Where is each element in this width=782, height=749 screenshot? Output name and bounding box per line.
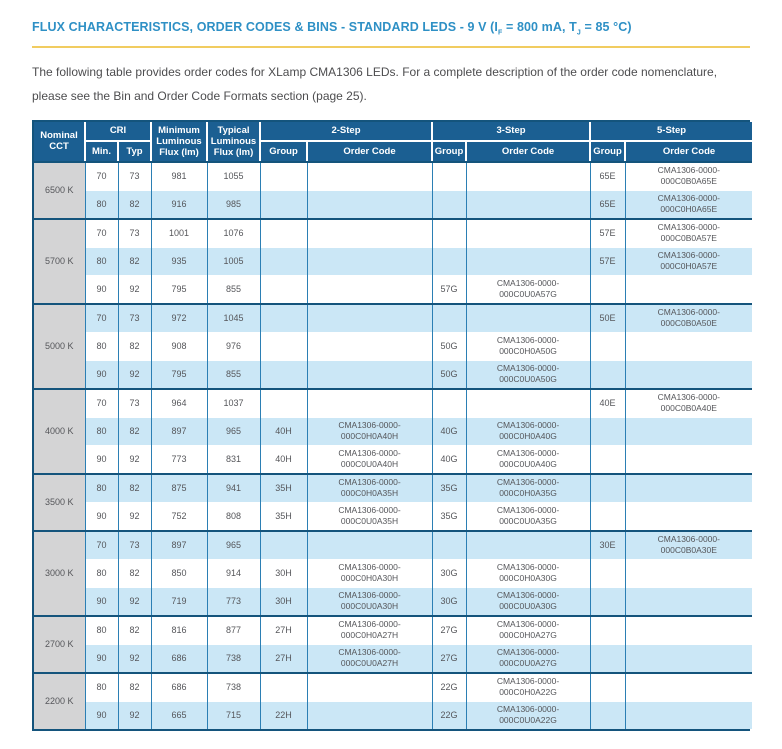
flux-typ-cell: 773 [207,587,260,616]
ordercode-3step-cell: CMA1306-0000- 000C0U0A30G [466,587,590,616]
ordercode-3step-cell: CMA1306-0000- 000C0U0A22G [466,701,590,729]
table-row [34,275,752,304]
col-header-2step: 2-Step [260,122,432,141]
flux-typ-cell: 1045 [207,304,260,333]
cct-cell: 5000 K [34,304,85,389]
group-5step-cell [590,701,625,729]
group-5step-cell [590,275,625,304]
group-3step-cell [432,219,466,248]
flux-min-cell: 916 [151,190,207,219]
cct-cell: 3500 K [34,474,85,531]
table-row [34,587,752,616]
flux-min-cell: 972 [151,304,207,333]
flux-typ-cell: 877 [207,616,260,645]
flux-typ-cell: 941 [207,474,260,503]
ordercode-2step-cell [307,701,432,729]
table-row [34,219,752,248]
ordercode-5step-cell: CMA1306-0000- 000C0H0A65E [625,190,752,219]
group-2step-cell [260,247,307,275]
col-header-nominal-cct: Nominal CCT [34,122,85,162]
ordercode-5step-cell [625,673,752,702]
subscript-j: J [576,29,581,37]
ordercode-2step-cell [307,389,432,418]
ordercode-2step-cell [307,531,432,560]
cct-cell: 2200 K [34,673,85,729]
ordercode-5step-cell [625,559,752,587]
table-row [34,190,752,219]
ordercode-2step-cell [307,304,432,333]
flux-typ-cell: 855 [207,275,260,304]
group-5step-cell: 65E [590,162,625,191]
group-2step-cell [260,360,307,389]
cri-typ-cell: 92 [118,275,151,304]
ordercode-3step-cell: CMA1306-0000- 000C0H0A22G [466,673,590,702]
cri-typ-cell: 92 [118,360,151,389]
group-5step-cell [590,417,625,445]
flux-min-cell: 908 [151,332,207,360]
flux-order-code-table [32,120,750,731]
flux-min-cell: 897 [151,531,207,560]
cri-min-cell: 80 [85,616,118,645]
flux-typ-cell: 1037 [207,389,260,418]
group-5step-cell: 57E [590,247,625,275]
col-header-cri-min: Min. [85,141,118,162]
group-3step-cell: 40G [432,445,466,474]
col-header-min-flux: Minimum Luminous Flux (lm) [151,122,207,162]
group-2step-cell: 22H [260,701,307,729]
table-row [34,162,752,191]
cri-typ-cell: 82 [118,673,151,702]
flux-typ-cell: 715 [207,701,260,729]
ordercode-2step-cell [307,162,432,191]
ordercode-5step-cell: CMA1306-0000- 000C0B0A57E [625,219,752,248]
flux-min-cell: 816 [151,616,207,645]
ordercode-3step-cell: CMA1306-0000- 000C0H0A27G [466,616,590,645]
group-2step-cell [260,219,307,248]
flux-min-cell: 935 [151,247,207,275]
col-header-ordercode-5step: Order Code [625,141,752,162]
group-2step-cell [260,304,307,333]
table-row [34,332,752,360]
col-header-5step: 5-Step [590,122,752,141]
ordercode-2step-cell [307,247,432,275]
group-3step-cell [432,247,466,275]
flux-typ-cell: 965 [207,417,260,445]
group-3step-cell: 30G [432,587,466,616]
group-2step-cell: 30H [260,559,307,587]
group-5step-cell: 65E [590,190,625,219]
ordercode-5step-cell [625,332,752,360]
ordercode-2step-cell [307,190,432,219]
ordercode-5step-cell [625,701,752,729]
flux-typ-cell: 855 [207,360,260,389]
group-5step-cell [590,502,625,531]
group-5step-cell: 30E [590,531,625,560]
table-row [34,360,752,389]
ordercode-3step-cell: CMA1306-0000- 000C0H0A35G [466,474,590,503]
ordercode-3step-cell [466,162,590,191]
cri-min-cell: 90 [85,360,118,389]
ordercode-5step-cell [625,644,752,673]
table-row [34,474,752,503]
flux-typ-cell: 976 [207,332,260,360]
table-header [34,122,752,162]
group-5step-cell [590,673,625,702]
col-header-ordercode-2step: Order Code [307,141,432,162]
ordercode-2step-cell: CMA1306-0000- 000C0U0A40H [307,445,432,474]
flux-typ-cell: 965 [207,531,260,560]
ordercode-2step-cell: CMA1306-0000- 000C0U0A27H [307,644,432,673]
ordercode-5step-cell: CMA1306-0000- 000C0H0A57E [625,247,752,275]
group-3step-cell: 27G [432,644,466,673]
flux-min-cell: 964 [151,389,207,418]
ordercode-2step-cell [307,673,432,702]
cri-typ-cell: 73 [118,389,151,418]
ordercode-2step-cell: CMA1306-0000- 000C0U0A35H [307,502,432,531]
ordercode-5step-cell [625,275,752,304]
group-3step-cell [432,531,466,560]
table-row [34,559,752,587]
group-3step-cell: 22G [432,673,466,702]
cri-typ-cell: 82 [118,190,151,219]
ordercode-5step-cell [625,474,752,503]
ordercode-3step-cell: CMA1306-0000- 000C0U0A27G [466,644,590,673]
ordercode-5step-cell [625,445,752,474]
page-title-text: FLUX CHARACTERISTICS, ORDER CODES & BINS - STANDARD LEDS - 9 V (I [32,20,499,34]
flux-typ-cell: 1005 [207,247,260,275]
cct-cell: 3000 K [34,531,85,616]
cri-min-cell: 70 [85,219,118,248]
group-2step-cell: 35H [260,502,307,531]
flux-min-cell: 686 [151,644,207,673]
flux-min-cell: 795 [151,360,207,389]
group-2step-cell [260,162,307,191]
group-3step-cell [432,389,466,418]
col-header-typ-flux: Typical Luminous Flux (lm) [207,122,260,162]
group-3step-cell: 50G [432,332,466,360]
cri-min-cell: 70 [85,162,118,191]
ordercode-2step-cell [307,219,432,248]
cri-typ-cell: 73 [118,162,151,191]
flux-typ-cell: 1076 [207,219,260,248]
cri-typ-cell: 73 [118,531,151,560]
cct-cell: 6500 K [34,162,85,219]
group-3step-cell [432,162,466,191]
group-3step-cell: 35G [432,474,466,503]
flux-min-cell: 773 [151,445,207,474]
cri-min-cell: 90 [85,701,118,729]
table-body [34,162,752,729]
flux-min-cell: 1001 [151,219,207,248]
flux-typ-cell: 738 [207,644,260,673]
flux-min-cell: 752 [151,502,207,531]
page-title [32,20,750,37]
ordercode-2step-cell: CMA1306-0000- 000C0H0A27H [307,616,432,645]
group-5step-cell: 57E [590,219,625,248]
ordercode-3step-cell: CMA1306-0000- 000C0H0A30G [466,559,590,587]
title-underline-rule [32,46,750,48]
cri-min-cell: 90 [85,587,118,616]
group-3step-cell: 57G [432,275,466,304]
cri-min-cell: 90 [85,644,118,673]
ordercode-3step-cell: CMA1306-0000- 000C0U0A40G [466,445,590,474]
group-5step-cell [590,474,625,503]
cri-min-cell: 80 [85,673,118,702]
group-2step-cell [260,389,307,418]
ordercode-3step-cell: CMA1306-0000- 000C0U0A50G [466,360,590,389]
ordercode-5step-cell: CMA1306-0000- 000C0B0A50E [625,304,752,333]
ordercode-3step-cell: CMA1306-0000- 000C0H0A50G [466,332,590,360]
flux-min-cell: 897 [151,417,207,445]
cct-cell: 4000 K [34,389,85,474]
table-row [34,502,752,531]
group-5step-cell: 40E [590,389,625,418]
subscript-f: F [498,29,503,37]
group-2step-cell: 27H [260,644,307,673]
cri-typ-cell: 92 [118,445,151,474]
ordercode-2step-cell: CMA1306-0000- 000C0H0A35H [307,474,432,503]
group-2step-cell [260,190,307,219]
ordercode-2step-cell [307,275,432,304]
table-row [34,304,752,333]
table-row [34,644,752,673]
ordercode-5step-cell [625,502,752,531]
table-row [34,247,752,275]
cri-min-cell: 70 [85,304,118,333]
group-5step-cell: 50E [590,304,625,333]
group-5step-cell [590,644,625,673]
group-2step-cell [260,332,307,360]
table-row [34,531,752,560]
ordercode-3step-cell [466,389,590,418]
ordercode-3step-cell: CMA1306-0000- 000C0U0A57G [466,275,590,304]
col-header-group-5step: Group [590,141,625,162]
group-2step-cell: 40H [260,445,307,474]
cri-min-cell: 90 [85,445,118,474]
flux-min-cell: 981 [151,162,207,191]
group-3step-cell: 35G [432,502,466,531]
group-3step-cell [432,304,466,333]
cct-cell: 5700 K [34,219,85,304]
ordercode-2step-cell: CMA1306-0000- 000C0H0A30H [307,559,432,587]
cri-typ-cell: 82 [118,417,151,445]
group-3step-cell: 30G [432,559,466,587]
ordercode-2step-cell [307,332,432,360]
cri-typ-cell: 82 [118,616,151,645]
flux-typ-cell: 985 [207,190,260,219]
col-header-cri: CRI [85,122,151,141]
cri-min-cell: 70 [85,389,118,418]
table-row [34,417,752,445]
ordercode-3step-cell [466,190,590,219]
ordercode-5step-cell: CMA1306-0000- 000C0B0A30E [625,531,752,560]
group-2step-cell [260,531,307,560]
group-5step-cell [590,360,625,389]
group-2step-cell [260,275,307,304]
flux-min-cell: 875 [151,474,207,503]
cri-min-cell: 80 [85,474,118,503]
cri-typ-cell: 82 [118,474,151,503]
intro-paragraph: The following table provides order codes for XLamp CMA1306 LEDs. For a complete description of the order code nomenclature, please see the Bin and Order Code Formats section (page 25). [32,64,718,103]
group-3step-cell: 27G [432,616,466,645]
group-2step-cell: 27H [260,616,307,645]
flux-typ-cell: 738 [207,673,260,702]
group-3step-cell: 22G [432,701,466,729]
page-title-text-mid: = 800 mA, T [502,20,577,34]
group-5step-cell [590,587,625,616]
cri-typ-cell: 92 [118,644,151,673]
ordercode-3step-cell [466,304,590,333]
ordercode-3step-cell [466,247,590,275]
group-3step-cell: 40G [432,417,466,445]
cri-min-cell: 90 [85,502,118,531]
cri-min-cell: 80 [85,332,118,360]
table-row [34,673,752,702]
group-5step-cell [590,616,625,645]
ordercode-5step-cell [625,417,752,445]
ordercode-2step-cell: CMA1306-0000- 000C0U0A30H [307,587,432,616]
cri-typ-cell: 92 [118,587,151,616]
ordercode-5step-cell [625,587,752,616]
group-2step-cell: 35H [260,474,307,503]
cri-typ-cell: 92 [118,502,151,531]
group-3step-cell [432,190,466,219]
ordercode-3step-cell [466,219,590,248]
ordercode-2step-cell: CMA1306-0000- 000C0H0A40H [307,417,432,445]
ordercode-5step-cell: CMA1306-0000- 000C0B0A65E [625,162,752,191]
cri-min-cell: 80 [85,190,118,219]
group-2step-cell: 30H [260,587,307,616]
table-row [34,389,752,418]
col-header-cri-typ: Typ [118,141,151,162]
table-row [34,616,752,645]
ordercode-3step-cell [466,531,590,560]
cri-min-cell: 80 [85,247,118,275]
flux-min-cell: 686 [151,673,207,702]
ordercode-3step-cell: CMA1306-0000- 000C0H0A40G [466,417,590,445]
cri-typ-cell: 82 [118,247,151,275]
group-2step-cell: 40H [260,417,307,445]
flux-min-cell: 795 [151,275,207,304]
group-3step-cell: 50G [432,360,466,389]
flux-min-cell: 850 [151,559,207,587]
flux-typ-cell: 1055 [207,162,260,191]
cri-typ-cell: 82 [118,332,151,360]
cri-typ-cell: 92 [118,701,151,729]
page-title-text-end: = 85 °C) [580,20,632,34]
flux-typ-cell: 914 [207,559,260,587]
group-5step-cell [590,445,625,474]
table-row [34,445,752,474]
cri-min-cell: 90 [85,275,118,304]
group-2step-cell [260,673,307,702]
cri-typ-cell: 82 [118,559,151,587]
ordercode-5step-cell [625,360,752,389]
cct-cell: 2700 K [34,616,85,673]
flux-typ-cell: 831 [207,445,260,474]
ordercode-5step-cell: CMA1306-0000- 000C0B0A40E [625,389,752,418]
flux-typ-cell: 808 [207,502,260,531]
table-row [34,701,752,729]
col-header-group-2step: Group [260,141,307,162]
col-header-group-3step: Group [432,141,466,162]
flux-min-cell: 665 [151,701,207,729]
cri-min-cell: 80 [85,417,118,445]
cri-min-cell: 70 [85,531,118,560]
ordercode-3step-cell: CMA1306-0000- 000C0U0A35G [466,502,590,531]
ordercode-2step-cell [307,360,432,389]
cri-typ-cell: 73 [118,219,151,248]
col-header-ordercode-3step: Order Code [466,141,590,162]
group-5step-cell [590,332,625,360]
flux-min-cell: 719 [151,587,207,616]
cri-typ-cell: 73 [118,304,151,333]
cri-min-cell: 80 [85,559,118,587]
group-5step-cell [590,559,625,587]
ordercode-5step-cell [625,616,752,645]
col-header-3step: 3-Step [432,122,590,141]
